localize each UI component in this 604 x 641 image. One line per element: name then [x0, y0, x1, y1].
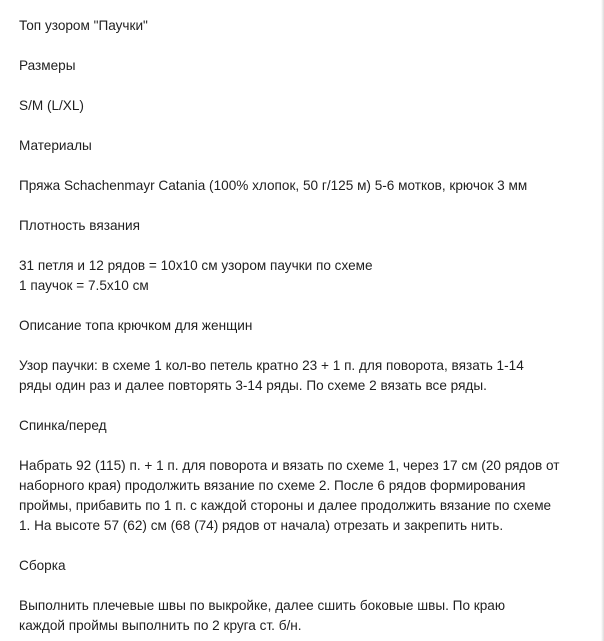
- document-title: Топ узором "Паучки": [19, 18, 148, 33]
- description-heading: Описание топа крючком для женщин: [19, 318, 253, 333]
- assembly-heading: Сборка: [19, 558, 66, 573]
- assembly-line-1: Выполнить плечевые швы по выкройке, далее сшить боковые швы. По краю: [19, 598, 506, 613]
- materials-text: Пряжа Schachenmayr Catania (100% хлопок, 50 г/125 м) 5-6 мотков, крючок 3 мм: [19, 178, 528, 193]
- pattern-line-1: Узор паучки: в схеме 1 кол-во петель кратно 23 + 1 п. для поворота, вязать 1-14: [19, 358, 524, 373]
- gauge-line-2: 1 паучок = 7.5х10 см: [19, 278, 149, 293]
- materials-heading: Материалы: [19, 138, 92, 153]
- pattern-line-2: ряды один раз и далее повторять 3-14 ряды. По схеме 2 вязать все ряды.: [19, 378, 487, 393]
- back-line-1: Набрать 92 (115) п. + 1 п. для поворота и вязать по схеме 1, через 17 см (20 рядов от: [19, 458, 560, 473]
- back-line-4: 1. На высоте 57 (62) см (68 (74) рядов от начала) отрезать и закрепить нить.: [19, 518, 504, 533]
- gauge-heading: Плотность вязания: [19, 218, 140, 233]
- sizes-value: S/M (L/XL): [19, 98, 84, 113]
- back-line-3: проймы, прибавить по 1 п. с каждой стороны и далее продолжить вязание по схеме: [19, 498, 552, 513]
- gauge-line-1: 31 петля и 12 рядов = 10х10 см узором паучки по схеме: [19, 258, 373, 273]
- back-line-2: наборного края) продолжить вязание по схеме 2. После 6 рядов формирования: [19, 478, 526, 493]
- back-front-heading: Спинка/перед: [19, 418, 107, 433]
- assembly-line-2: каждой проймы выполнить по 2 круга ст. б/н.: [19, 618, 302, 633]
- sizes-heading: Размеры: [19, 58, 76, 73]
